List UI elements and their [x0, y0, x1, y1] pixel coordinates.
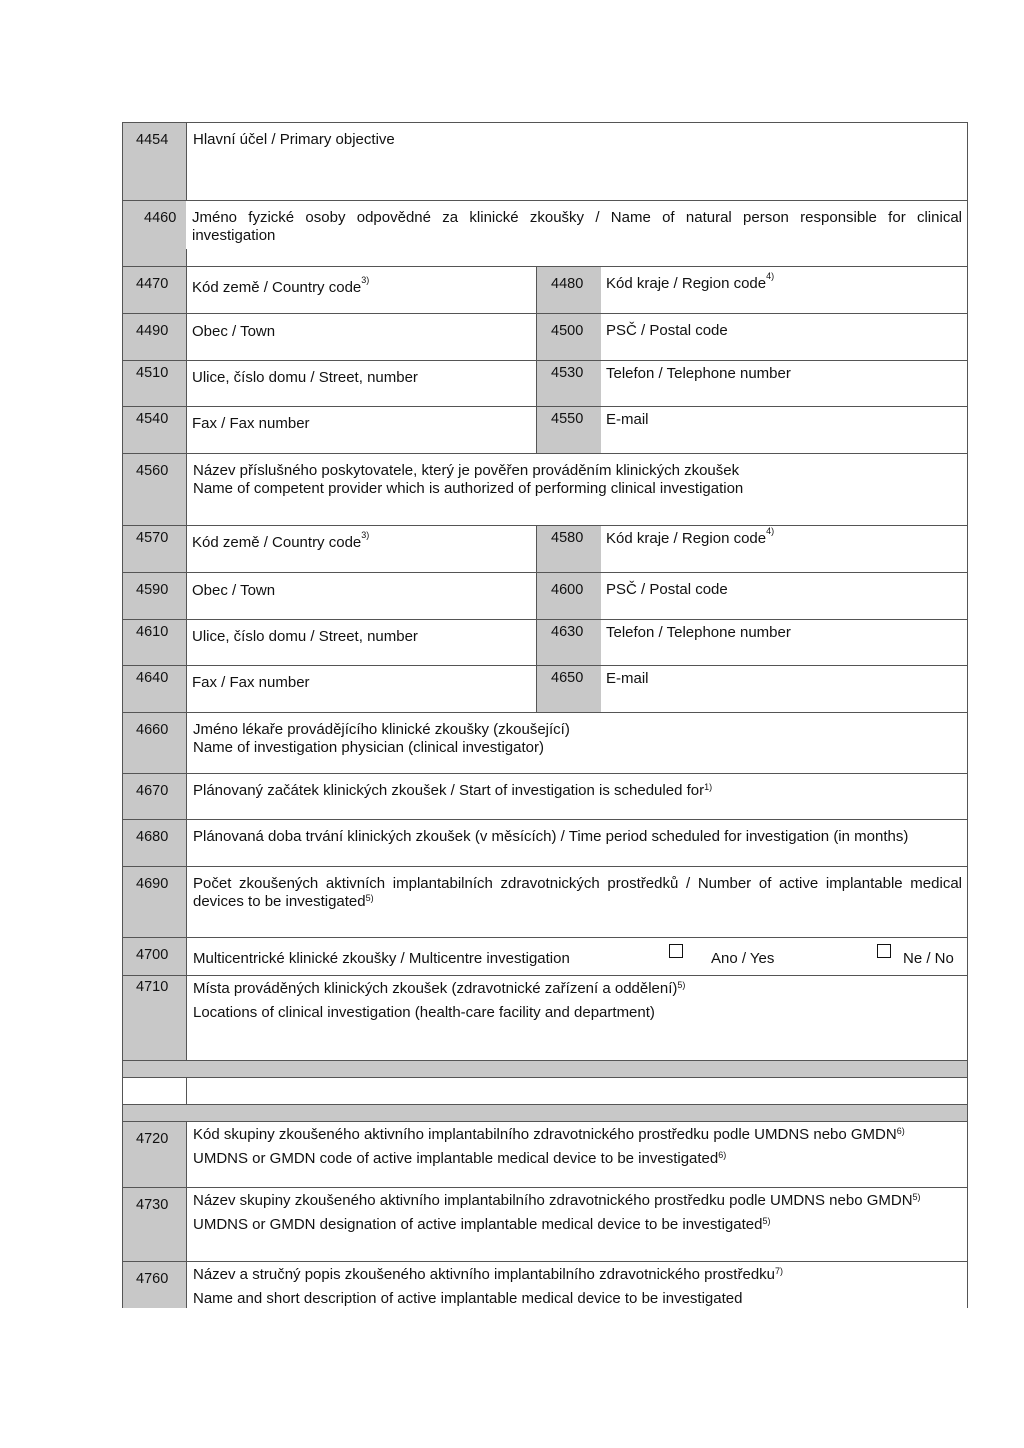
town-field[interactable]: [192, 582, 275, 599]
row-number-cell: [122, 713, 186, 773]
field-label: [193, 782, 962, 800]
field-label: Ulice, číslo domu / Street, number: [192, 369, 418, 386]
row-number-cell: [536, 620, 601, 665]
field-label-line2: investigation: [192, 227, 276, 244]
row-4460: [122, 200, 968, 266]
no-checkbox[interactable]: [877, 944, 891, 958]
primary-objective-field[interactable]: [186, 123, 968, 200]
row-4540: [122, 406, 968, 453]
clinical-investigation-form: [122, 122, 968, 1308]
row-number: 4590: [136, 582, 169, 598]
row-4454: [122, 122, 968, 200]
field-label: [193, 721, 962, 757]
field-label-line1: Místa prováděných klinických zkoušek (zdravotnické zařízení a oddělení): [193, 980, 678, 997]
row-number: 4680: [136, 829, 169, 845]
section-title-cell: [186, 1078, 968, 1104]
row-4720: [122, 1121, 968, 1187]
row-number-cell: [122, 666, 186, 712]
field-label: [193, 462, 962, 498]
field-label: E-mail: [606, 670, 649, 687]
section-header: [122, 1077, 968, 1104]
row-number-cell: [122, 454, 186, 525]
row-number: 4650: [551, 670, 584, 686]
field-label-line1: Název a stručný popis zkoušeného aktivního implantabilního zdravotnického prostředku: [193, 1266, 775, 1283]
field-label: Kód kraje / Region code: [606, 530, 767, 547]
field-label: Kód země / Country code: [192, 279, 362, 296]
field-label: E-mail: [606, 411, 649, 428]
responsible-person-field[interactable]: [186, 201, 968, 266]
row-number-cell: [122, 573, 186, 619]
field-label: Obec / Town: [192, 582, 276, 599]
row-number: 4510: [136, 365, 169, 381]
street-field[interactable]: [192, 369, 418, 386]
field-label: Telefon / Telephone number: [606, 624, 791, 641]
row-number: 4470: [136, 276, 169, 292]
row-4510: [122, 360, 968, 406]
row-4590: [122, 572, 968, 619]
row-number-cell: [122, 314, 186, 360]
row-4610: [122, 619, 968, 665]
start-date-field[interactable]: [186, 774, 968, 819]
yes-checkbox[interactable]: [669, 944, 683, 958]
row-4680: [122, 819, 968, 866]
table-border-right: [967, 122, 968, 1308]
footnote-ref: 6): [718, 1150, 727, 1160]
row-number: 4690: [136, 876, 169, 892]
field-label-line2: Name and short description of active implantable medical device to be investigated: [193, 1290, 743, 1307]
telephone-field[interactable]: [606, 624, 791, 641]
row-number-cell: [122, 976, 186, 1060]
row-number: 4550: [551, 411, 584, 427]
field-label: PSČ / Postal code: [606, 322, 728, 339]
footnote-ref: 6): [896, 1126, 905, 1136]
row-number-cell: [122, 1122, 186, 1187]
row-number: 4640: [136, 670, 169, 686]
town-field[interactable]: [192, 323, 275, 340]
row-number: 4540: [136, 411, 169, 427]
field-label: [193, 1123, 962, 1171]
umdns-designation-field[interactable]: [186, 1188, 968, 1261]
row-number-cell: [536, 361, 601, 406]
country-code-field[interactable]: [192, 530, 370, 551]
row-number-cell: [122, 526, 186, 572]
row-number-cell: [122, 820, 186, 866]
row-number-cell: [536, 666, 601, 712]
row-number-cell: [122, 774, 186, 819]
field-label: [193, 1189, 962, 1237]
row-number-cell: [536, 267, 601, 313]
footnote-ref: 4): [766, 526, 775, 536]
footnote-ref: 5): [912, 1192, 921, 1202]
row-number-cell: [536, 573, 601, 619]
row-number: 4760: [136, 1271, 169, 1287]
row-4570: [122, 525, 968, 572]
field-label: Kód kraje / Region code: [606, 275, 767, 292]
row-number-cell: [122, 361, 186, 406]
field-label-line2: Locations of clinical investigation (health-care facility and department): [193, 1004, 655, 1021]
row-number-cell: [122, 267, 186, 313]
field-label: Multicentrické klinické zkoušky / Multicentre investigation: [193, 950, 570, 967]
row-number-cell: [122, 620, 186, 665]
yes-label: Ano / Yes: [711, 950, 775, 967]
multicentre-field: [186, 938, 968, 975]
row-4710: [122, 975, 968, 1060]
fax-field[interactable]: [192, 674, 310, 691]
telephone-field[interactable]: [606, 365, 791, 382]
field-label-line1: Název příslušného poskytovatele, který je pověřen prováděním klinických zkoušek: [193, 462, 740, 479]
row-number: 4720: [136, 1131, 169, 1147]
row-number: 4500: [551, 323, 584, 339]
footnote-ref: 3): [361, 275, 370, 285]
field-label-line2: Name of competent provider which is authorized of performing clinical investigation: [193, 480, 744, 497]
row-4670: [122, 773, 968, 819]
row-number: 4560: [136, 463, 169, 479]
field-label-line2: Name of investigation physician (clinical investigator): [193, 739, 544, 756]
row-4700: [122, 937, 968, 975]
row-number: 4660: [136, 722, 169, 738]
footnote-ref: 5): [762, 1216, 771, 1226]
field-label-text: Plánovaný začátek klinických zkoušek / Start of investigation is scheduled for: [193, 782, 705, 799]
row-4490: [122, 313, 968, 360]
row-number: 4460: [144, 210, 177, 226]
locations-field[interactable]: [186, 976, 968, 1060]
field-label: Obec / Town: [192, 323, 276, 340]
field-label: Plánovaná doba trvání klinických zkoušek (v měsících) / Time period scheduled for investigation (in months): [193, 828, 909, 845]
row-4640: [122, 665, 968, 712]
divider: [186, 249, 187, 267]
row-number-cell: [122, 407, 186, 453]
row-number-cell: [536, 314, 601, 360]
row-number: 4730: [136, 1197, 169, 1213]
postal-code-field[interactable]: [606, 322, 728, 339]
email-field[interactable]: [606, 670, 649, 687]
row-number-cell: [536, 526, 601, 572]
field-label: Fax / Fax number: [192, 415, 310, 432]
row-4560: [122, 453, 968, 525]
field-label: Fax / Fax number: [192, 674, 310, 691]
field-label: [192, 209, 962, 245]
field-label-line2: devices to be investigated: [193, 893, 366, 910]
row-4760: [122, 1261, 968, 1308]
row-4730: [122, 1187, 968, 1261]
row-number: 4630: [551, 624, 584, 640]
field-label: PSČ / Postal code: [606, 581, 728, 598]
field-label-line1: Jméno fyzické osoby odpovědné za klinické zkoušky / Name of natural person responsible for clinical: [192, 209, 962, 226]
field-label-line1: Jméno lékaře provádějícího klinické zkoušky (zkoušející): [193, 721, 570, 738]
field-label: Telefon / Telephone number: [606, 365, 791, 382]
row-number: 4570: [136, 530, 169, 546]
provider-name-field[interactable]: [186, 454, 968, 525]
section-separator: [122, 1104, 968, 1121]
row-number: 4670: [136, 783, 169, 799]
footnote-ref: 5): [677, 980, 686, 990]
field-label-line2: UMDNS or GMDN designation of active implantable medical device to be investigated: [193, 1216, 763, 1233]
street-field[interactable]: [192, 628, 418, 645]
row-number: 4710: [136, 979, 169, 995]
email-field[interactable]: [606, 411, 649, 428]
section-separator: [122, 1060, 968, 1077]
row-number-cell: [122, 1262, 186, 1308]
no-label: Ne / No: [903, 950, 954, 967]
footnote-ref: 5): [365, 893, 374, 903]
row-number: 4490: [136, 323, 169, 339]
footnote-ref: 7): [775, 1266, 784, 1276]
row-4690: [122, 866, 968, 937]
row-number: 4480: [551, 276, 584, 292]
region-code-field[interactable]: [606, 526, 775, 547]
row-number: 4454: [136, 132, 169, 148]
row-number: 4610: [136, 624, 169, 640]
field-label: Ulice, číslo domu / Street, number: [192, 628, 418, 645]
field-label: [193, 1263, 962, 1311]
footnote-ref: 1): [704, 782, 713, 792]
row-number-cell: [122, 201, 186, 266]
field-label: [193, 977, 962, 1025]
row-number: 4700: [136, 947, 169, 963]
row-number: 4600: [551, 582, 584, 598]
investigator-name-field[interactable]: [186, 713, 968, 773]
row-4470: [122, 266, 968, 313]
table-border-left: [122, 122, 123, 1308]
field-label: Kód země / Country code: [192, 534, 362, 551]
row-number-cell: [536, 407, 601, 453]
country-code-field[interactable]: [192, 275, 370, 296]
device-count-field[interactable]: [186, 867, 968, 937]
field-label-line1: Počet zkoušených aktivních implantabilních zdravotnických prostředků / Number of active implantable medical: [193, 875, 962, 892]
field-label: Hlavní účel / Primary objective: [193, 131, 395, 148]
region-code-field[interactable]: [606, 271, 775, 292]
footnote-ref: 3): [361, 530, 370, 540]
postal-code-field[interactable]: [606, 581, 728, 598]
row-number-cell: [122, 867, 186, 937]
row-number: 4530: [551, 365, 584, 381]
field-label-line2: UMDNS or GMDN code of active implantable medical device to be investigated: [193, 1150, 719, 1167]
row-number-cell: [122, 1188, 186, 1261]
field-label-line1: Kód skupiny zkoušeného aktivního implantabilního zdravotnického prostředku podle UMDNS nebo GMDN: [193, 1126, 897, 1143]
footnote-ref: 4): [766, 271, 775, 281]
fax-field[interactable]: [192, 415, 310, 432]
row-number-cell: [122, 123, 186, 200]
row-4660: [122, 712, 968, 773]
device-description-field[interactable]: [186, 1262, 968, 1308]
row-number: 4580: [551, 530, 584, 546]
umdns-code-field[interactable]: [186, 1122, 968, 1187]
row-number-cell: [122, 938, 186, 975]
duration-field[interactable]: [186, 820, 968, 866]
field-label: [193, 875, 962, 911]
field-label-line1: Název skupiny zkoušeného aktivního implantabilního zdravotnického prostředku podle UMDNS nebo GMDN: [193, 1192, 913, 1209]
